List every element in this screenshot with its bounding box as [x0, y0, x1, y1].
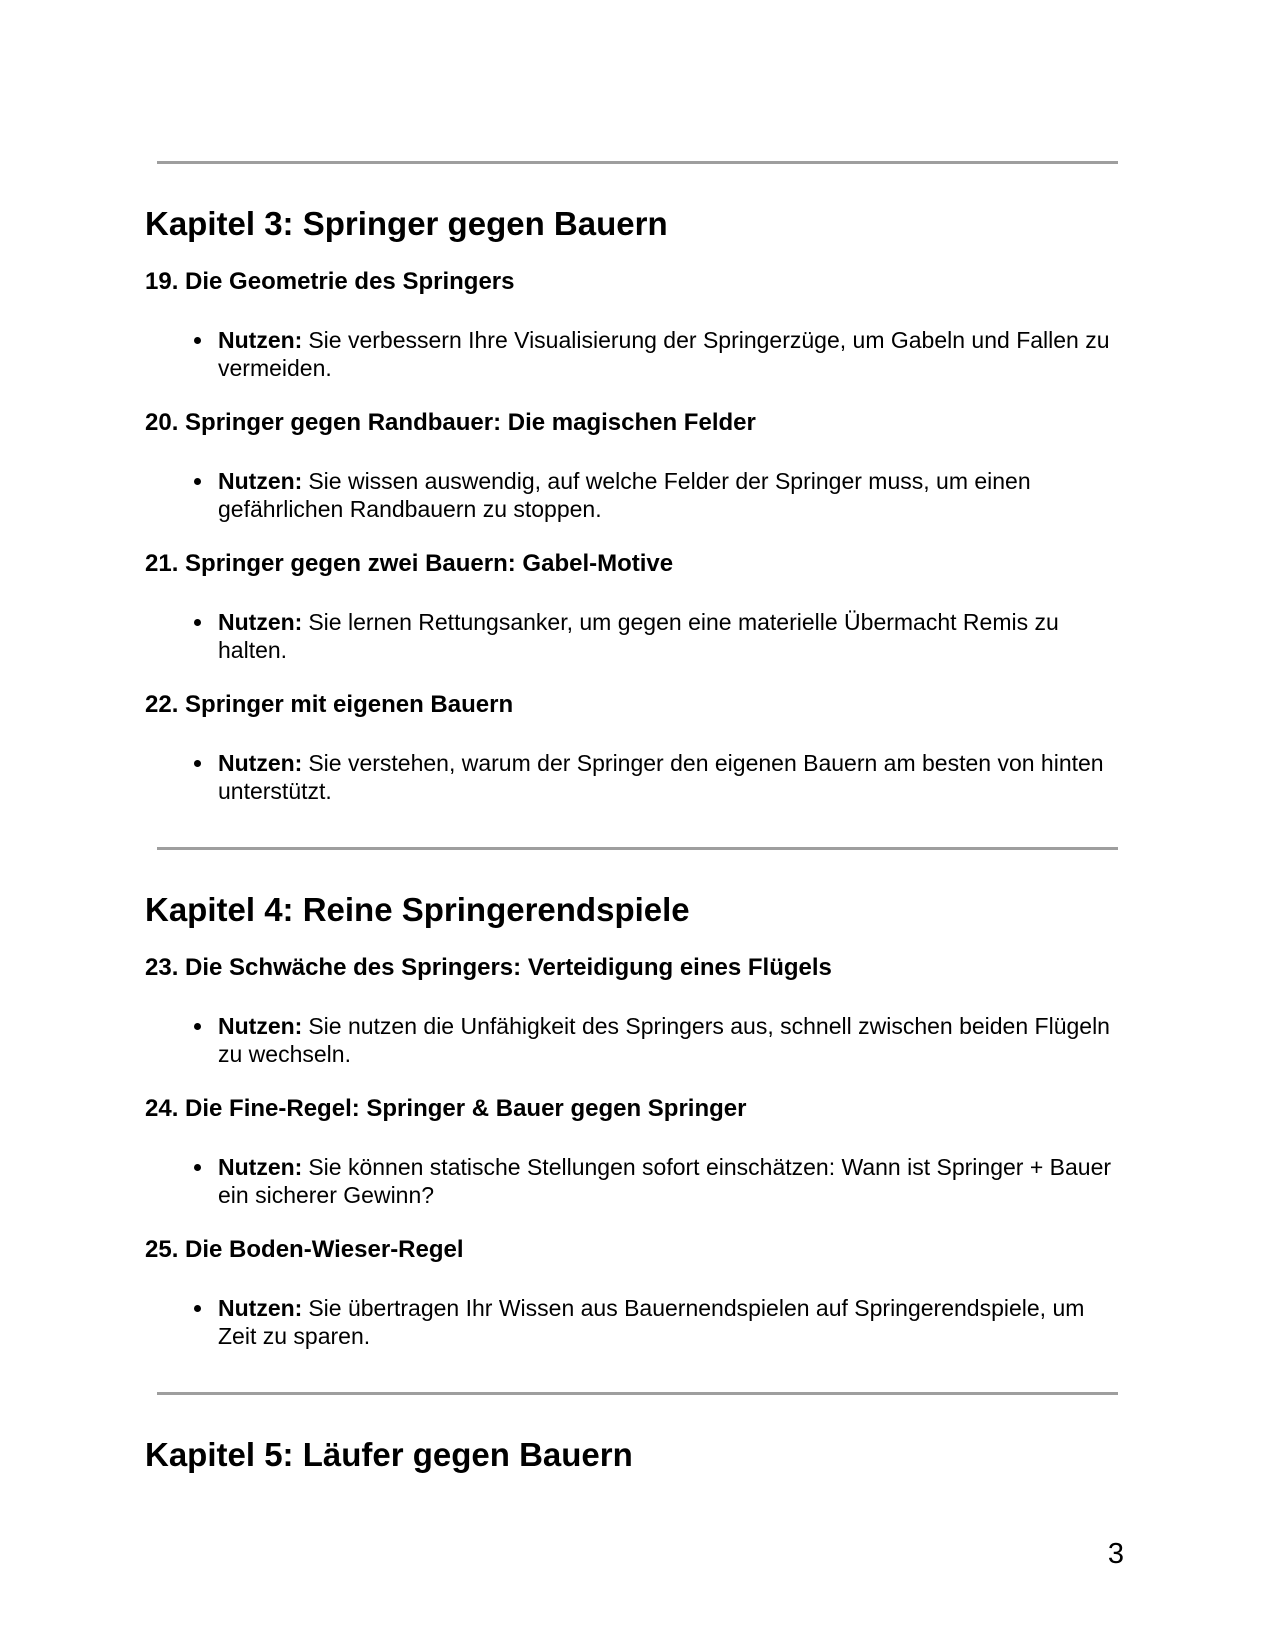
- bullet-label: Nutzen:: [218, 1295, 303, 1321]
- bullet-label: Nutzen:: [218, 468, 303, 494]
- list-item: [145, 1294, 1118, 1350]
- bullet-list: [145, 1294, 1118, 1350]
- bullet-icon: [194, 619, 201, 626]
- bullet-icon: [194, 1305, 201, 1312]
- section-heading: 24. Die Fine-Regel: Springer & Bauer gegen Springer: [145, 1095, 747, 1122]
- section-heading: 23. Die Schwäche des Springers: Verteidigung eines Flügels: [145, 954, 832, 981]
- section-heading: 19. Die Geometrie des Springers: [145, 268, 515, 295]
- bullet-list: [145, 608, 1118, 664]
- section-divider: [157, 847, 1118, 850]
- bullet-list: [145, 1153, 1118, 1209]
- section-divider: [157, 1392, 1118, 1395]
- bullet-text: Sie lernen Rettungsanker, um gegen eine materielle Übermacht Remis zu halten.: [218, 609, 1059, 663]
- bullet-list: [145, 326, 1118, 382]
- bullet-list: [145, 467, 1118, 523]
- list-item: [145, 608, 1118, 664]
- section-divider: [157, 161, 1118, 164]
- section-heading: 20. Springer gegen Randbauer: Die magischen Felder: [145, 409, 756, 436]
- bullet-label: Nutzen:: [218, 750, 303, 776]
- bullet-list: [145, 749, 1118, 805]
- bullet-text: Sie nutzen die Unfähigkeit des Springers aus, schnell zwischen beiden Flügeln zu wechseln.: [218, 1013, 1110, 1067]
- bullet-icon: [194, 337, 201, 344]
- bullet-icon: [194, 1023, 201, 1030]
- bullet-list: [145, 1012, 1118, 1068]
- section-heading: 22. Springer mit eigenen Bauern: [145, 691, 514, 718]
- list-item: [145, 1012, 1118, 1068]
- bullet-text: Sie können statische Stellungen sofort einschätzen: Wann ist Springer + Bauer ein sicherer Gewinn?: [218, 1154, 1112, 1208]
- bullet-label: Nutzen:: [218, 327, 303, 353]
- bullet-text: Sie verstehen, warum der Springer den eigenen Bauern am besten von hinten unterstützt.: [218, 750, 1104, 804]
- bullet-label: Nutzen:: [218, 609, 303, 635]
- list-item: [145, 1153, 1118, 1209]
- bullet-icon: [194, 1164, 201, 1171]
- bullet-label: Nutzen:: [218, 1154, 303, 1180]
- bullet-text: Sie verbessern Ihre Visualisierung der Springerzüge, um Gabeln und Fallen zu vermeiden.: [218, 327, 1110, 381]
- list-item: [145, 326, 1118, 382]
- list-item: [145, 467, 1118, 523]
- chapter-title: Kapitel 4: Reine Springerendspiele: [145, 891, 690, 928]
- bullet-text: Sie übertragen Ihr Wissen aus Bauernendspielen auf Springerendspiele, um Zeit zu sparen.: [218, 1295, 1085, 1349]
- bullet-label: Nutzen:: [218, 1013, 303, 1039]
- page-number: 3: [1107, 1538, 1124, 1570]
- chapter-title: Kapitel 5: Läufer gegen Bauern: [145, 1436, 633, 1473]
- bullet-icon: [194, 478, 201, 485]
- section-heading: 25. Die Boden-Wieser-Regel: [145, 1236, 464, 1263]
- bullet-text: Sie wissen auswendig, auf welche Felder der Springer muss, um einen gefährlichen Randbauern zu stoppen.: [218, 468, 1031, 522]
- section-heading: 21. Springer gegen zwei Bauern: Gabel-Motive: [145, 550, 674, 577]
- chapter-title: Kapitel 3: Springer gegen Bauern: [145, 205, 668, 242]
- list-item: [145, 749, 1118, 805]
- bullet-icon: [194, 760, 201, 767]
